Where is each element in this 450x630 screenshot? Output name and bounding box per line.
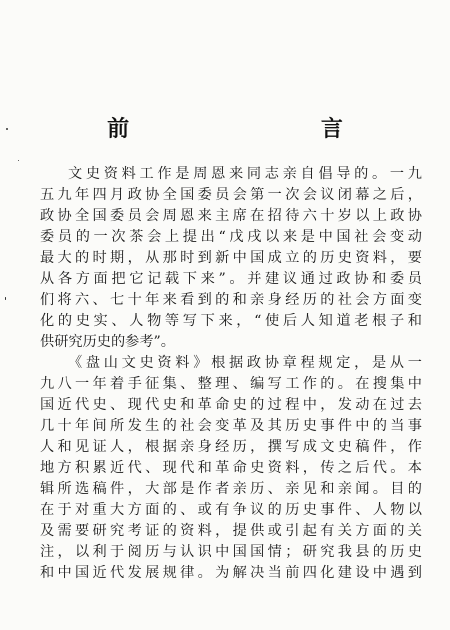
scan-speck bbox=[18, 160, 19, 161]
text-line: 在于对重大方面的、或有争议的历史事件、人物以 bbox=[40, 502, 422, 518]
text-line: 们将六、七十年来看到的和亲身经历的社会方面变 bbox=[40, 292, 422, 308]
text-line: 辑所选稿件，大部是作者亲历、亲见和亲闻。目的 bbox=[40, 481, 422, 497]
text-line: 《盘山文史资料》根据政协章程规定，是从一 bbox=[68, 355, 422, 371]
text-line: 委员的一次茶会上提出“戊戌以来是中国社会变动 bbox=[40, 229, 422, 245]
text-line: 化的史实、人物等写下来，“使后人知道老根子和 bbox=[40, 313, 422, 329]
text-line: 注，以利于阅历与认识中国国情；研究我县的历史 bbox=[40, 544, 422, 560]
text-line: 几十年间所发生的社会变革及其历史事件中的当事 bbox=[40, 418, 422, 434]
text-line: 最大的时期，从那时到新中国成立的历史资料，要 bbox=[40, 250, 422, 266]
text-line: 供研究历史的参考”。 bbox=[40, 334, 175, 350]
text-line: 人和见证人，根据亲身经历，撰写成文史稿件，作 bbox=[40, 439, 422, 455]
scan-speck bbox=[5, 297, 6, 300]
text-line: 从各方面把它记载下来”。并建议通过政协和委员 bbox=[40, 271, 422, 287]
text-line: 文史资料工作是周恩来同志亲自倡导的。一九 bbox=[68, 166, 422, 182]
text-line: 及需要研究考证的资料，提供或引起有关方面的关 bbox=[40, 523, 422, 539]
text-line: 和中国近代发展规律。为解决当前四化建设中遇到 bbox=[40, 565, 422, 581]
page-title: 前 言 bbox=[107, 116, 435, 142]
paragraph-2 bbox=[40, 353, 422, 584]
text-line: 九八一年着手征集、整理、编写工作的。在搜集中 bbox=[40, 376, 422, 392]
text-line: 国近代史、现代史和革命史的过程中，发动在过去 bbox=[40, 397, 422, 413]
scan-speck bbox=[6, 128, 8, 130]
paragraph-1 bbox=[40, 164, 422, 353]
text-line: 地方积累近代、现代和革命史资料，传之后代。本 bbox=[40, 460, 422, 476]
text-line: 政协全国委员会周恩来主席在招待六十岁以上政协 bbox=[40, 208, 422, 224]
text-line: 五九年四月政协全国委员会第一次会议闭幕之后， bbox=[40, 187, 422, 203]
body-text bbox=[40, 164, 422, 584]
